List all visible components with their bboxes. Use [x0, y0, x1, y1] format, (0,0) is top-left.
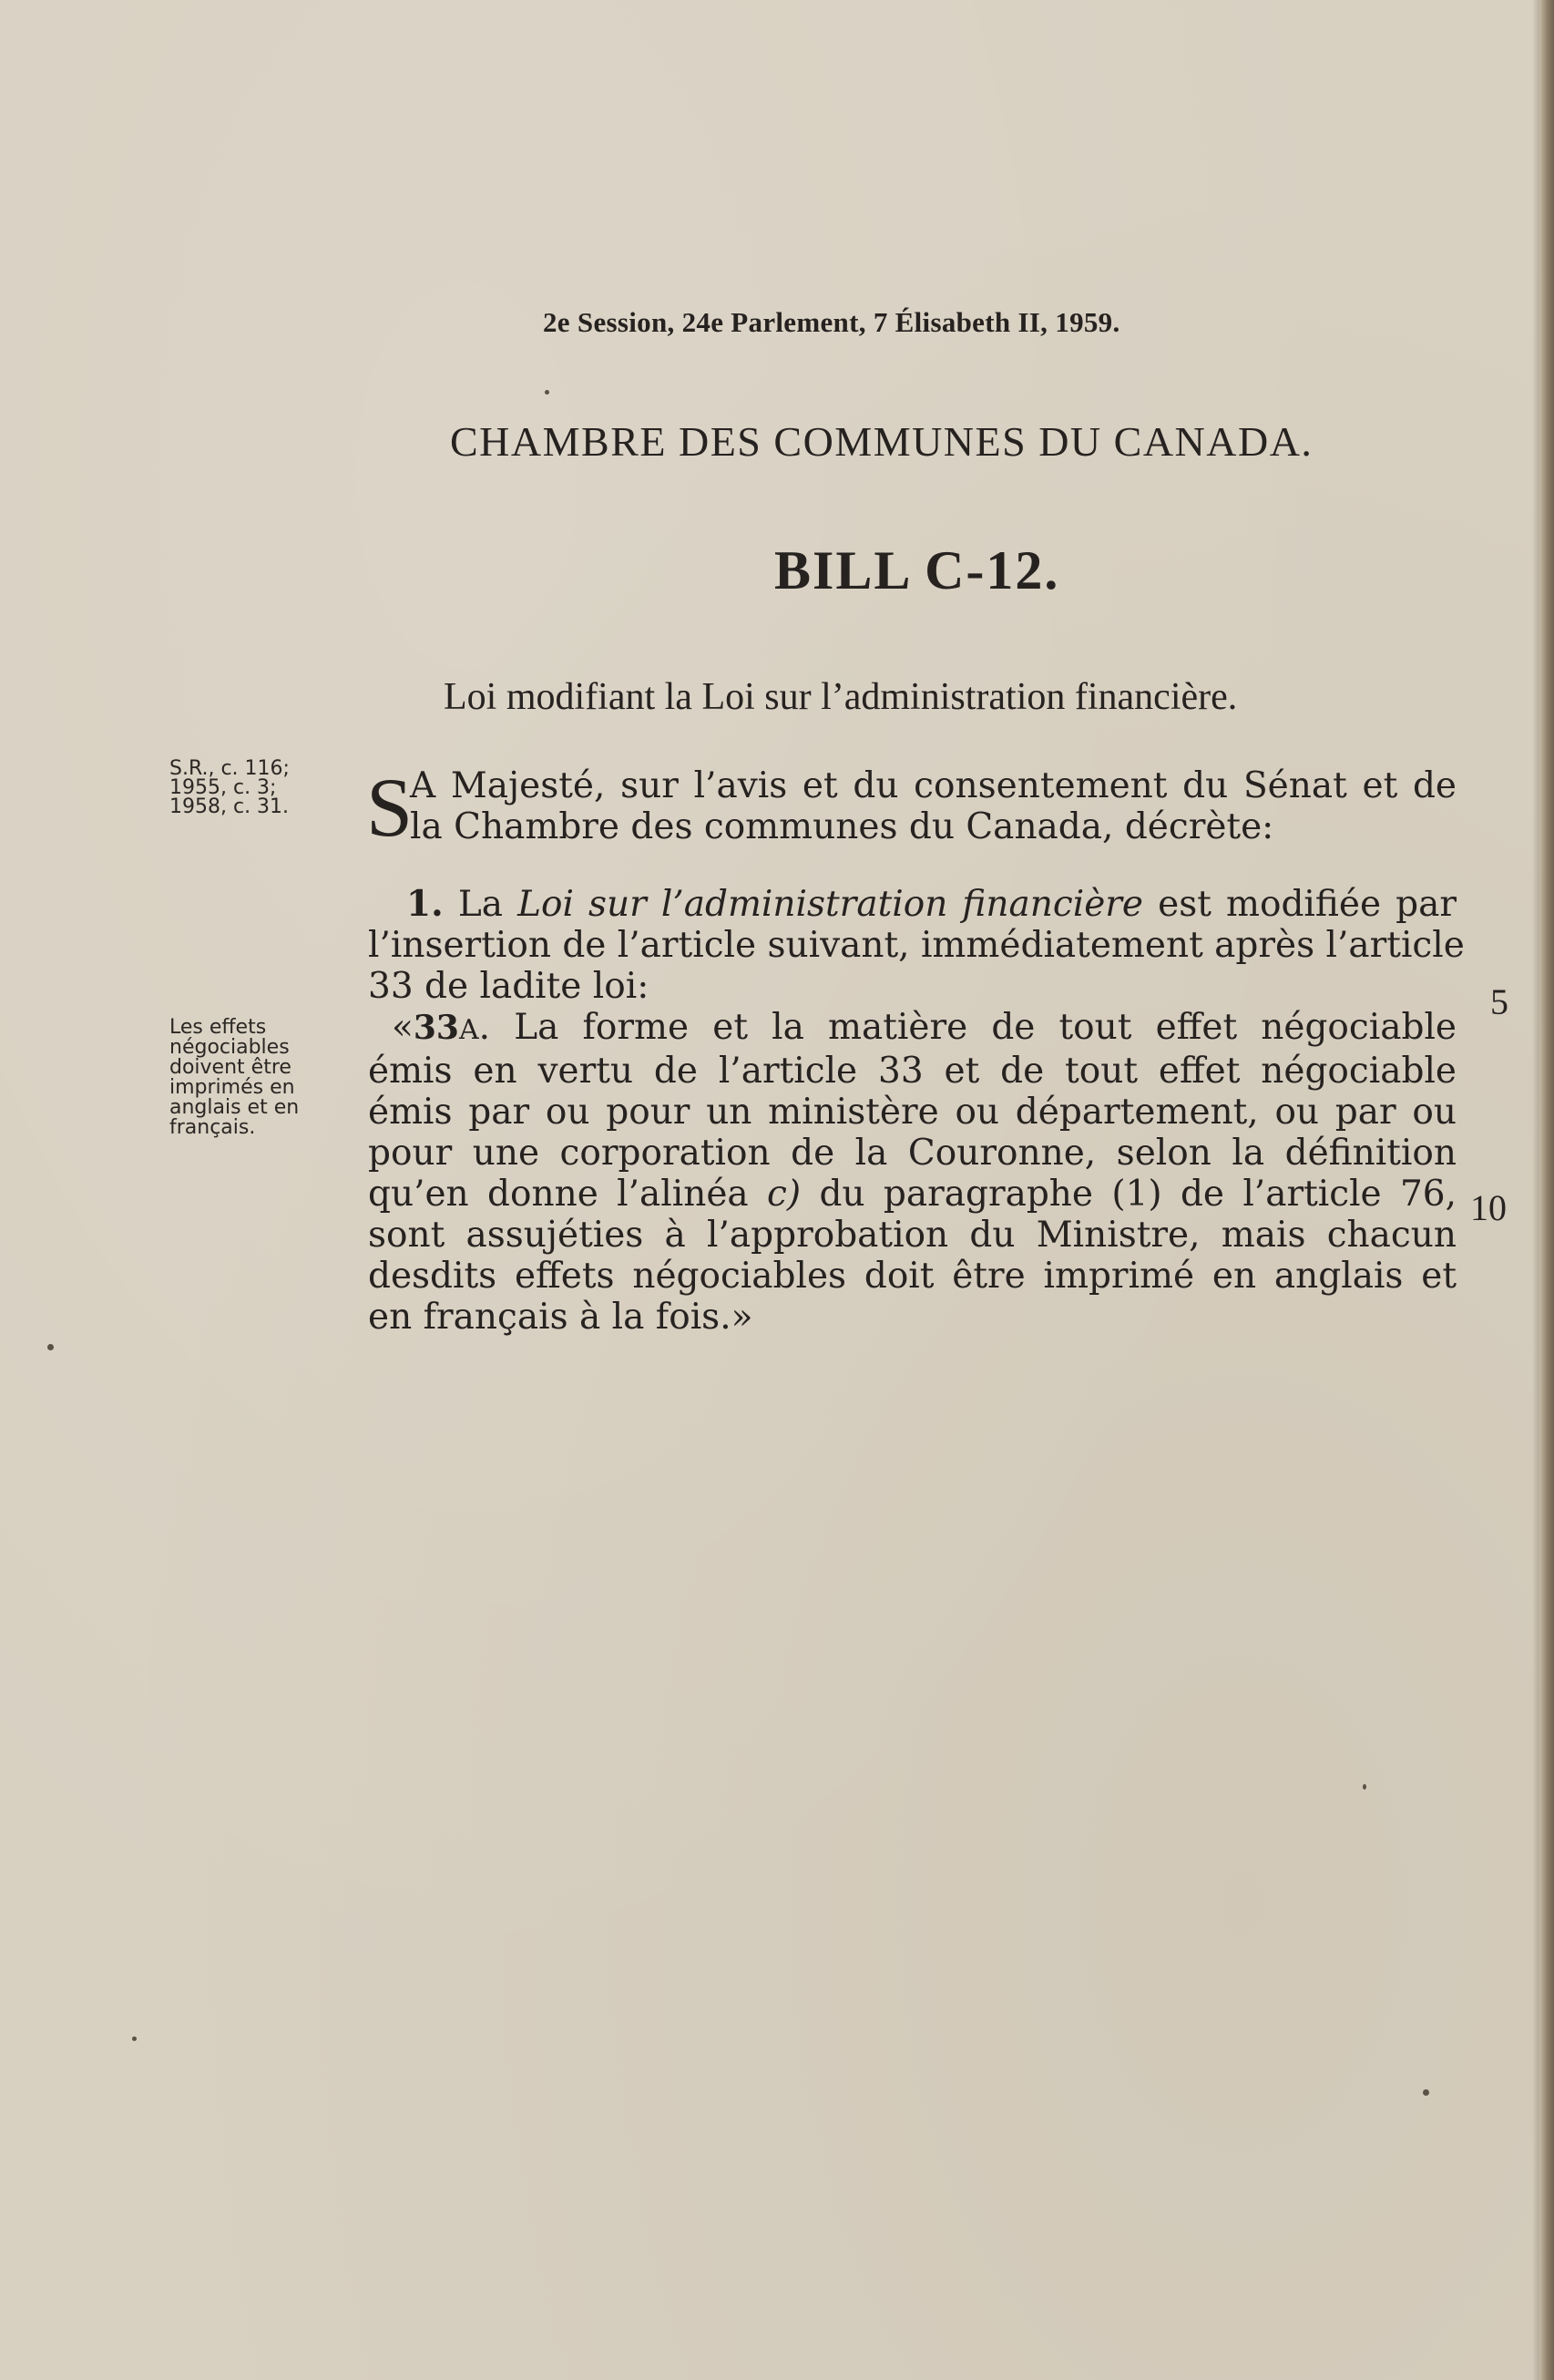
enacting-line: A Majesté, sur l’avis et du consentement du Sénat et de — [410, 765, 1457, 806]
line-number: 10 — [1470, 1187, 1507, 1228]
line-number: 5 — [1490, 981, 1508, 1022]
session-line: 2e Session, 24e Parlement, 7 Élisabeth II, 1959. — [543, 306, 1120, 338]
page-binding-edge — [1539, 0, 1554, 2380]
section-text: qu’en donne l’alinéa — [368, 1174, 749, 1215]
margin-note-line: anglais et en — [169, 1096, 300, 1119]
margin-note-line: 1955, c. 3; — [169, 776, 277, 799]
chamber-title: CHAMBRE DES COMMUNES DU CANADA. — [450, 418, 1314, 465]
enacting-line: la Chambre des communes du Canada, décrète: — [410, 806, 1274, 847]
section-text: du paragraphe (1) de l’article 76, — [819, 1174, 1457, 1215]
margin-note-line: S.R., c. 116; — [169, 757, 290, 780]
paper-speck — [132, 2036, 137, 2041]
section-line: desdits effets négociables doit être imprimé en anglais et — [368, 1256, 1457, 1297]
clause-line: l’insertion de l’article suivant, immédiatement après l’article — [368, 925, 1465, 966]
section-line: émis par ou pour un ministère ou département, ou par ou — [368, 1092, 1457, 1133]
enacting-clause — [366, 761, 1457, 854]
section-number: 33 — [413, 1009, 459, 1047]
clause-1 — [368, 883, 1465, 1338]
margin-note-line: français. — [169, 1116, 256, 1139]
section-italic: c) — [767, 1174, 802, 1215]
margin-note-line: négociables — [169, 1036, 290, 1059]
open-quote: « — [392, 1007, 414, 1048]
margin-note-statutes — [169, 759, 290, 816]
section-text: . La forme et la matière de tout effet négociable — [478, 1007, 1457, 1048]
clause-text: La — [457, 884, 503, 925]
act-title: Loi sur l’administration financière — [517, 884, 1144, 925]
paper-speck — [1363, 1784, 1366, 1790]
clause-text: est modifiée par — [1158, 884, 1457, 925]
bill-number: BILL C-12. — [774, 540, 1060, 600]
margin-note-line: doivent être — [169, 1056, 291, 1079]
section-line: pour une corporation de la Couronne, selon la définition — [368, 1133, 1457, 1174]
section-line: en français à la fois.» — [368, 1297, 753, 1338]
margin-note-line: 1958, c. 31. — [169, 795, 290, 818]
section-line — [368, 1174, 1457, 1215]
section-line: émis en vertu de l’article 33 et de tout effet négociable — [368, 1051, 1457, 1092]
margin-note-line: Les effets — [169, 1016, 267, 1039]
page-shadow — [1532, 0, 1539, 2380]
paper-speck — [545, 390, 549, 395]
bill-subtitle: Loi modifiant la Loi sur l’administration financière. — [444, 676, 1238, 718]
margin-note-effects — [169, 1018, 299, 1138]
margin-note-line: imprimés en — [169, 1076, 295, 1099]
clause-line: 33 de ladite loi: — [368, 966, 649, 1007]
clause-line — [368, 884, 1457, 925]
clause-number: 1. — [406, 883, 444, 925]
section-line: sont assujéties à l’approbation du Ministre, mais chacun — [368, 1215, 1457, 1256]
section-line — [368, 1007, 1457, 1051]
paper-speck — [47, 1344, 54, 1350]
drop-cap: S — [366, 761, 414, 854]
section-letter: A — [458, 1014, 479, 1046]
paper-speck — [1423, 2089, 1429, 2096]
